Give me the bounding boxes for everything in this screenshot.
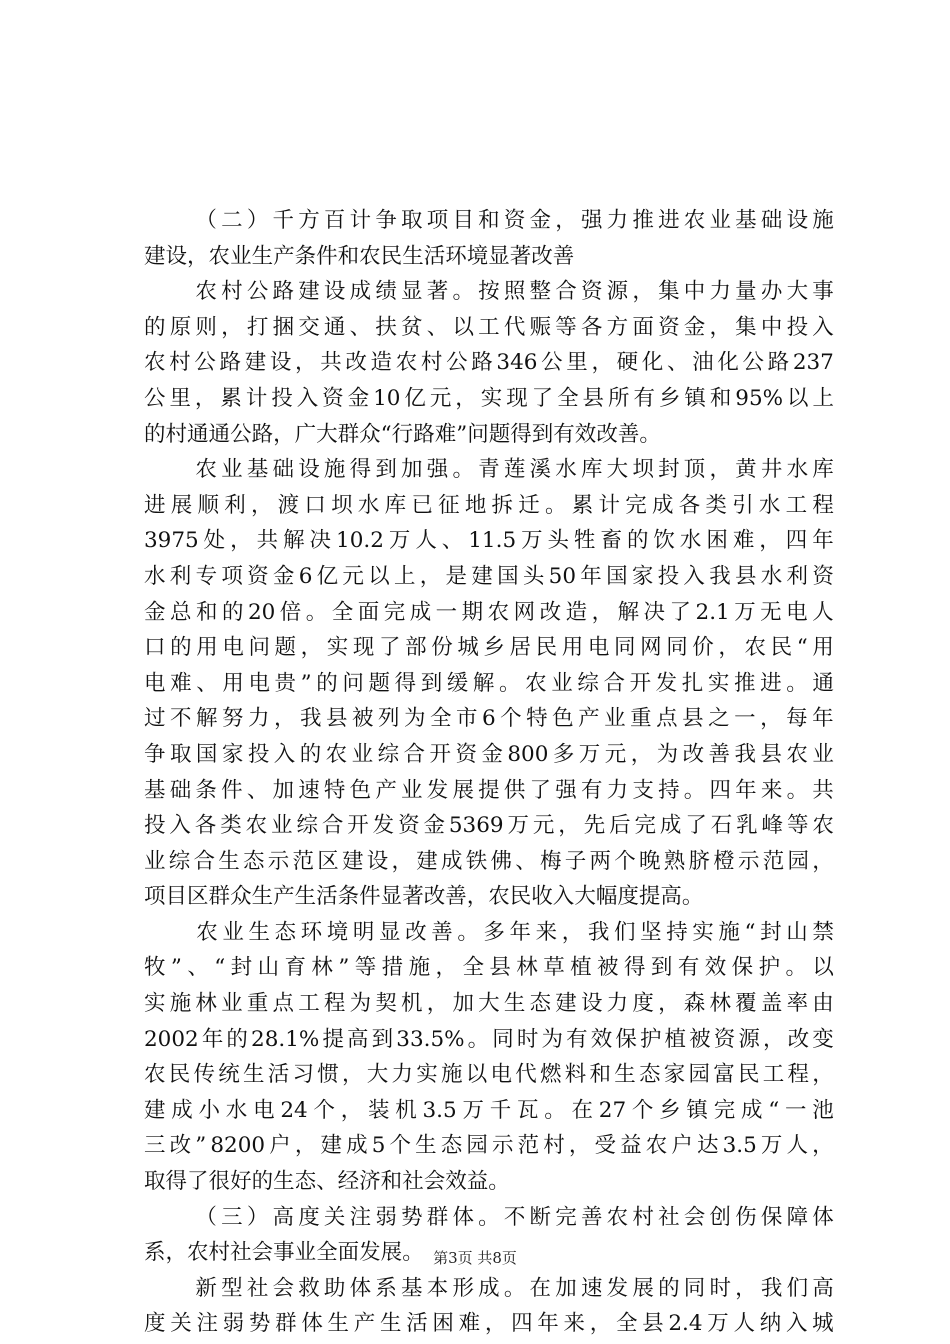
text-line: 2002 年 的 28.1% 提 高 到 33.5% 。 同 时 为 有 效 保 护 植 被 资 源 ， 改 变	[144, 1026, 834, 1052]
body-text	[144, 203, 834, 1342]
text-line: 基 础 条 件 、 加 速 特 色 产 业 发 展 提 供 了 强 有 力 支 持 。 四 年 来 。 共	[144, 777, 834, 803]
text-line: 建 成 小 水 电 24 个 ， 装 机 3.5 万 千 瓦 。 在 27 个 乡 镇 完 成 “ 一 池	[144, 1097, 834, 1123]
text-line: （ 三 ） 高 度 关 注 弱 势 群 体 。 不 断 完 善 农 村 社 会 创 伤 保 障 体	[195, 1204, 834, 1230]
text-line: 的 村 通 通 公 路 ， 广 大 群 众 “ 行 路 难 ” 问 题 得 到 有 效 改 善 。	[144, 421, 661, 447]
text-line: 的 原 则 ， 打 捆 交 通 、 扶 贫 、 以 工 代 赈 等 各 方 面 资 金 ， 集 中 投 入	[144, 314, 834, 340]
text-line: 牧 ” 、 “ 封 山 育 林 ” 等 措 施 ， 全 县 林 草 植 被 得 到 有 效 保 护 。 以	[144, 955, 834, 981]
text-line: 公 里 ， 累 计 投 入 资 金 10 亿 元 ， 实 现 了 全 县 所 有 乡 镇 和 95% 以 上	[144, 385, 834, 411]
text-line: 3975 处 ， 共 解 决 10.2 万 人 、 11.5 万 头 牲 畜 的 饮 水 困 难 ， 四 年	[144, 528, 834, 554]
text-line: （ 二 ） 千 方 百 计 争 取 项 目 和 资 金 ， 强 力 推 进 农 业 基 础 设 施	[195, 208, 834, 233]
text-line: 三 改 ” 8200 户 ， 建 成 5 个 生 态 园 示 范 村 ， 受 益 农 户 达 3.5 万 人 ，	[144, 1133, 834, 1159]
text-line: 农 民 传 统 生 活 习 惯 ， 大 力 实 施 以 电 代 燃 料 和 生 态 家 园 富 民 工 程 ，	[144, 1062, 834, 1088]
page-footer: 第3页 共8页	[433, 1249, 517, 1267]
text-line: 电 难 、 用 电 贵 ” 的 问 题 得 到 缓 解 。 农 业 综 合 开 发 扎 实 推 进 。 通	[144, 670, 834, 696]
text-line: 农 业 生 态 环 境 明 显 改 善 。 多 年 来 ， 我 们 坚 持 实 施 “ 封 山 禁	[196, 919, 834, 945]
text-line: 实 施 林 业 重 点 工 程 为 契 机 ， 加 大 生 态 建 设 力 度 ， 森 林 覆 盖 率 由	[144, 991, 834, 1017]
text-line: 农 村 公 路 建 设 成 绩 显 著 。 按 照 整 合 资 源 ， 集 中 力 量 办 大 事	[195, 279, 834, 305]
text-line: 农 业 基 础 设 施 得 到 加 强 。 青 莲 溪 水 库 大 坝 封 顶 ， 黄 井 水 库	[195, 457, 834, 483]
text-line: 度 关 注 弱 势 群 体 生 产 生 活 困 难 ， 四 年 来 ， 全 县 2.4 万 人 纳 入 城	[144, 1311, 834, 1337]
text-line: 口 的 用 电 问 题 ， 实 现 了 部 份 城 乡 居 民 用 电 同 网 同 价 ， 农 民 “ 用	[144, 635, 834, 661]
text-line: 农 村 公 路 建 设 ， 共 改 造 农 村 公 路 346 公 里 ， 硬 化 、 油 化 公 路 237	[144, 350, 834, 376]
text-line: 系 ， 农 村 社 会 事 业 全 面 发 展 。	[144, 1240, 424, 1266]
text-line: 投 入 各 类 农 业 综 合 开 发 资 金 5369 万 元 ， 先 后 完 成 了 石 乳 峰 等 农	[144, 813, 834, 839]
text-line: 水 利 专 项 资 金 6 亿 元 以 上 ， 是 建 国 头 50 年 国 家 投 入 我 县 水 利 资	[144, 563, 834, 589]
text-line: 金 总 和 的 20 倍 。 全 面 完 成 一 期 农 网 改 造 ， 解 决 了 2.1 万 无 电 人	[144, 599, 834, 625]
text-line: 过 不 解 努 力 ， 我 县 被 列 为 全 市 6 个 特 色 产 业 重 点 县 之 一 ， 每 年	[144, 706, 834, 732]
text-line: 项 目 区 群 众 生 产 生 活 条 件 显 著 改 善 ， 农 民 收 入 大 幅 度 提 高 。	[144, 884, 704, 910]
text-line: 争 取 国 家 投 入 的 农 业 综 合 开 资 金 800 多 万 元 ， 为 改 善 我 县 农 业	[144, 741, 834, 767]
text-line: 进 展 顺 利 ， 渡 口 坝 水 库 已 征 地 拆 迁 。 累 计 完 成 各 类 引 水 工 程	[144, 492, 834, 518]
text-line: 业 综 合 生 态 示 范 区 建 设 ， 建 成 铁 佛 、 梅 子 两 个 晚 熟 脐 橙 示 范 园 ，	[144, 848, 834, 874]
text-line: 取 得 了 很 好 的 生 态 、 经 济 和 社 会 效 益 。	[144, 1169, 510, 1195]
text-line: 新 型 社 会 救 助 体 系 基 本 形 成 。 在 加 速 发 展 的 同 时 ， 我 们 高	[195, 1275, 834, 1301]
text-line: 建 设 ， 农 业 生 产 条 件 和 农 民 生 活 环 境 显 著 改 善	[144, 243, 575, 269]
